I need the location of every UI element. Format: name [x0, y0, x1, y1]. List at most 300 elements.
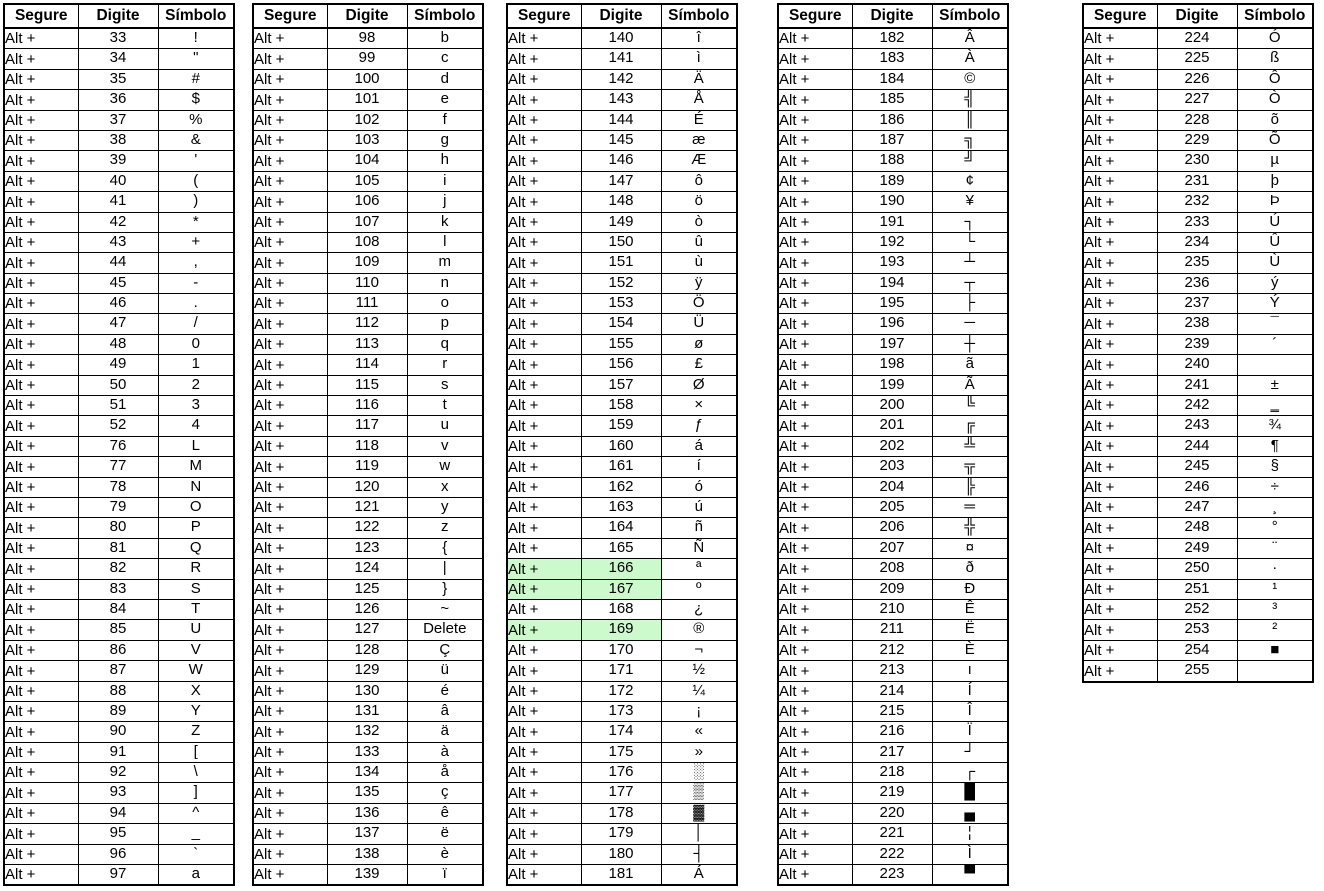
table-row — [507, 273, 737, 293]
table-row — [507, 28, 737, 49]
cell-symbol: Ö — [661, 294, 737, 314]
table-row — [4, 28, 234, 49]
cell-code: 196 — [852, 314, 932, 334]
cell-press: Alt + — [507, 28, 581, 49]
cell-press: Alt + — [778, 253, 852, 273]
table-row — [253, 171, 483, 191]
cell-press: Alt + — [253, 457, 327, 477]
cell-code: 97 — [78, 865, 158, 886]
cell-symbol: ░ — [661, 763, 737, 783]
cell-code: 38 — [78, 130, 158, 150]
cell-press: Alt + — [507, 701, 581, 721]
header-symbol: Símbolo — [661, 4, 737, 28]
cell-symbol: Ü — [661, 314, 737, 334]
cell-press: Alt + — [4, 701, 78, 721]
cell-code: 163 — [581, 497, 661, 517]
cell-press: Alt + — [253, 497, 327, 517]
cell-symbol: ´ — [1237, 334, 1313, 354]
table-row — [1083, 559, 1313, 579]
cell-press: Alt + — [778, 49, 852, 69]
cell-symbol: ê — [407, 803, 483, 823]
cell-press: Alt + — [4, 824, 78, 844]
cell-press: Alt + — [253, 375, 327, 395]
cell-symbol: $ — [158, 90, 234, 110]
cell-press: Alt + — [507, 171, 581, 191]
cell-press: Alt + — [778, 396, 852, 416]
cell-code: 102 — [327, 110, 407, 130]
cell-press: Alt + — [4, 763, 78, 783]
cell-code: 125 — [327, 579, 407, 599]
cell-symbol: R — [158, 559, 234, 579]
table-row — [1083, 69, 1313, 89]
cell-code: 207 — [852, 538, 932, 558]
cell-press: Alt + — [507, 763, 581, 783]
cell-press: Alt + — [778, 314, 852, 334]
cell-press: Alt + — [253, 436, 327, 456]
cell-symbol: Ã — [932, 375, 1008, 395]
cell-code: 150 — [581, 232, 661, 252]
cell-press: Alt + — [778, 334, 852, 354]
cell-symbol: Á — [661, 865, 737, 886]
table-row — [253, 273, 483, 293]
cell-press: Alt + — [253, 763, 327, 783]
cell-press: Alt + — [1083, 620, 1157, 640]
table-row — [253, 599, 483, 619]
cell-press: Alt + — [253, 396, 327, 416]
cell-code: 205 — [852, 497, 932, 517]
cell-symbol: ð — [932, 559, 1008, 579]
cell-code: 143 — [581, 90, 661, 110]
cell-symbol: ( — [158, 171, 234, 191]
cell-symbol: Ó — [1237, 28, 1313, 49]
cell-symbol: } — [407, 579, 483, 599]
cell-code: 34 — [78, 49, 158, 69]
cell-press: Alt + — [778, 294, 852, 314]
table-row — [253, 783, 483, 803]
table-row — [4, 640, 234, 660]
cell-symbol: · — [1237, 559, 1313, 579]
header-row — [778, 4, 1008, 28]
table-row — [1083, 661, 1313, 682]
cell-code: 168 — [581, 599, 661, 619]
cell-press: Alt + — [507, 681, 581, 701]
table-row — [4, 742, 234, 762]
cell-press: Alt + — [507, 396, 581, 416]
cell-symbol: ~ — [407, 599, 483, 619]
cell-press: Alt + — [1083, 151, 1157, 171]
cell-code: 52 — [78, 416, 158, 436]
cell-symbol: ─ — [932, 314, 1008, 334]
cell-symbol: ┘ — [932, 742, 1008, 762]
cell-symbol: « — [661, 722, 737, 742]
cell-code: 181 — [581, 865, 661, 886]
table-row — [4, 579, 234, 599]
table-row — [1083, 294, 1313, 314]
cell-code: 245 — [1157, 457, 1237, 477]
cell-code: 232 — [1157, 192, 1237, 212]
cell-code: 140 — [581, 28, 661, 49]
cell-code: 194 — [852, 273, 932, 293]
table-row — [4, 844, 234, 864]
cell-code: 138 — [327, 844, 407, 864]
table-row — [507, 396, 737, 416]
cell-press: Alt + — [4, 253, 78, 273]
cell-symbol: ■ — [1237, 640, 1313, 660]
cell-code: 149 — [581, 212, 661, 232]
cell-code: 81 — [78, 538, 158, 558]
cell-code: 124 — [327, 559, 407, 579]
cell-symbol: µ — [1237, 151, 1313, 171]
table-row — [507, 416, 737, 436]
table-row — [507, 803, 737, 823]
cell-press: Alt + — [778, 192, 852, 212]
cell-symbol: ' — [158, 151, 234, 171]
cell-symbol: h — [407, 151, 483, 171]
table-row — [778, 579, 1008, 599]
cell-press: Alt + — [1083, 518, 1157, 538]
table-row — [1083, 599, 1313, 619]
cell-code: 162 — [581, 477, 661, 497]
cell-code: 39 — [78, 151, 158, 171]
cell-code: 158 — [581, 396, 661, 416]
cell-code: 83 — [78, 579, 158, 599]
table-row — [253, 803, 483, 823]
table-row — [253, 90, 483, 110]
alt-code-table-2 — [252, 3, 484, 886]
table-row — [253, 865, 483, 886]
table-row — [4, 192, 234, 212]
cell-press: Alt + — [4, 192, 78, 212]
cell-symbol: f — [407, 110, 483, 130]
cell-symbol: é — [407, 681, 483, 701]
cell-press: Alt + — [253, 783, 327, 803]
cell-code: 156 — [581, 355, 661, 375]
cell-press: Alt + — [253, 294, 327, 314]
table-row — [4, 130, 234, 150]
cell-symbol: │ — [661, 824, 737, 844]
cell-code: 208 — [852, 559, 932, 579]
cell-press: Alt + — [253, 232, 327, 252]
cell-code: 198 — [852, 355, 932, 375]
cell-symbol: Í — [932, 681, 1008, 701]
cell-code: 37 — [78, 110, 158, 130]
table-row — [4, 599, 234, 619]
cell-press: Alt + — [507, 518, 581, 538]
table-row — [507, 90, 737, 110]
cell-press: Alt + — [253, 722, 327, 742]
cell-symbol: ì — [661, 49, 737, 69]
cell-code: 51 — [78, 396, 158, 416]
cell-symbol: ñ — [661, 518, 737, 538]
cell-code: 184 — [852, 69, 932, 89]
cell-code: 79 — [78, 497, 158, 517]
cell-symbol: ÿ — [661, 273, 737, 293]
cell-symbol: x — [407, 477, 483, 497]
cell-symbol: ‗ — [1237, 396, 1313, 416]
cell-press: Alt + — [507, 49, 581, 69]
cell-symbol: å — [407, 763, 483, 783]
table-row — [778, 538, 1008, 558]
cell-press: Alt + — [4, 294, 78, 314]
cell-code: 112 — [327, 314, 407, 334]
header-code: Digite — [327, 4, 407, 28]
cell-code: 246 — [1157, 477, 1237, 497]
table-row — [4, 375, 234, 395]
cell-code: 84 — [78, 599, 158, 619]
cell-code: 177 — [581, 783, 661, 803]
cell-symbol: X — [158, 681, 234, 701]
cell-code: 92 — [78, 763, 158, 783]
cell-symbol: ¬ — [661, 640, 737, 660]
table-row — [778, 763, 1008, 783]
cell-code: 49 — [78, 355, 158, 375]
cell-symbol: ¦ — [932, 824, 1008, 844]
cell-code: 227 — [1157, 90, 1237, 110]
cell-press: Alt + — [778, 559, 852, 579]
cell-press: Alt + — [507, 844, 581, 864]
cell-symbol: V — [158, 640, 234, 660]
table-row — [778, 90, 1008, 110]
cell-press: Alt + — [507, 620, 581, 640]
cell-symbol: ½ — [661, 661, 737, 681]
cell-code: 135 — [327, 783, 407, 803]
table-row — [4, 497, 234, 517]
cell-symbol: á — [661, 436, 737, 456]
cell-press: Alt + — [507, 192, 581, 212]
cell-symbol: Û — [1237, 232, 1313, 252]
table-row — [253, 436, 483, 456]
cell-press: Alt + — [507, 294, 581, 314]
cell-press: Alt + — [1083, 253, 1157, 273]
cell-code: 77 — [78, 457, 158, 477]
table-row — [507, 599, 737, 619]
cell-symbol: P — [158, 518, 234, 538]
cell-code: 238 — [1157, 314, 1237, 334]
table-row — [4, 681, 234, 701]
cell-symbol: ╔ — [932, 416, 1008, 436]
cell-press: Alt + — [1083, 212, 1157, 232]
cell-symbol: Ë — [932, 620, 1008, 640]
cell-symbol: Ù — [1237, 253, 1313, 273]
table-row — [778, 661, 1008, 681]
cell-symbol: § — [1237, 457, 1313, 477]
table-row — [778, 599, 1008, 619]
table-row — [507, 844, 737, 864]
cell-symbol: ┤ — [661, 844, 737, 864]
cell-press: Alt + — [778, 232, 852, 252]
cell-press: Alt + — [1083, 192, 1157, 212]
table-row — [1083, 171, 1313, 191]
cell-symbol: ╦ — [932, 457, 1008, 477]
cell-code: 209 — [852, 579, 932, 599]
cell-press: Alt + — [778, 151, 852, 171]
cell-press: Alt + — [253, 69, 327, 89]
table-row — [1083, 620, 1313, 640]
cell-symbol: ▀ — [932, 865, 1008, 886]
cell-symbol: ± — [1237, 375, 1313, 395]
cell-press: Alt + — [507, 579, 581, 599]
cell-symbol: í — [661, 457, 737, 477]
cell-code: 243 — [1157, 416, 1237, 436]
cell-symbol: j — [407, 192, 483, 212]
cell-code: 113 — [327, 334, 407, 354]
table-row — [4, 416, 234, 436]
cell-code: 137 — [327, 824, 407, 844]
cell-code: 120 — [327, 477, 407, 497]
table-row — [1083, 232, 1313, 252]
cell-code: 103 — [327, 130, 407, 150]
cell-press: Alt + — [778, 28, 852, 49]
cell-symbol: S — [158, 579, 234, 599]
cell-press: Alt + — [1083, 396, 1157, 416]
header-code: Digite — [1157, 4, 1237, 28]
cell-code: 119 — [327, 457, 407, 477]
cell-press: Alt + — [778, 865, 852, 886]
cell-code: 142 — [581, 69, 661, 89]
cell-symbol: £ — [661, 355, 737, 375]
cell-symbol: d — [407, 69, 483, 89]
cell-symbol: L — [158, 436, 234, 456]
table-row — [778, 334, 1008, 354]
cell-code: 237 — [1157, 294, 1237, 314]
cell-press: Alt + — [253, 803, 327, 823]
cell-symbol: Ð — [932, 579, 1008, 599]
cell-code: 87 — [78, 661, 158, 681]
table-row — [253, 538, 483, 558]
cell-code: 217 — [852, 742, 932, 762]
cell-code: 216 — [852, 722, 932, 742]
cell-press: Alt + — [4, 681, 78, 701]
cell-press: Alt + — [4, 518, 78, 538]
cell-symbol: ù — [661, 253, 737, 273]
header-code: Digite — [852, 4, 932, 28]
cell-press: Alt + — [1083, 171, 1157, 191]
cell-press: Alt + — [507, 355, 581, 375]
table-row — [4, 518, 234, 538]
cell-code: 214 — [852, 681, 932, 701]
table-row — [778, 497, 1008, 517]
cell-code: 244 — [1157, 436, 1237, 456]
table-row — [4, 436, 234, 456]
cell-symbol: q — [407, 334, 483, 354]
table-row — [778, 803, 1008, 823]
cell-code: 126 — [327, 599, 407, 619]
cell-symbol: ° — [1237, 518, 1313, 538]
cell-press: Alt + — [253, 416, 327, 436]
cell-code: 94 — [78, 803, 158, 823]
table-row — [4, 273, 234, 293]
table-row — [1083, 457, 1313, 477]
cell-press: Alt + — [4, 396, 78, 416]
table-row — [778, 130, 1008, 150]
cell-code: 134 — [327, 763, 407, 783]
table-row — [507, 701, 737, 721]
table-row — [253, 110, 483, 130]
cell-code: 130 — [327, 681, 407, 701]
table-row — [778, 151, 1008, 171]
cell-symbol: u — [407, 416, 483, 436]
cell-symbol: Ä — [661, 69, 737, 89]
table-row — [507, 681, 737, 701]
cell-symbol: 0 — [158, 334, 234, 354]
alt-code-table-3 — [506, 3, 738, 886]
table-row — [253, 49, 483, 69]
cell-code: 183 — [852, 49, 932, 69]
cell-symbol: î — [661, 28, 737, 49]
cell-code: 46 — [78, 294, 158, 314]
cell-code: 93 — [78, 783, 158, 803]
cell-symbol: ¥ — [932, 192, 1008, 212]
cell-press: Alt + — [778, 171, 852, 191]
cell-symbol: | — [407, 559, 483, 579]
cell-press: Alt + — [778, 436, 852, 456]
cell-code: 42 — [78, 212, 158, 232]
cell-code: 47 — [78, 314, 158, 334]
cell-symbol: Ò — [1237, 90, 1313, 110]
cell-symbol: Â — [932, 28, 1008, 49]
cell-symbol: z — [407, 518, 483, 538]
cell-symbol: N — [158, 477, 234, 497]
cell-press: Alt + — [4, 90, 78, 110]
cell-press: Alt + — [253, 599, 327, 619]
cell-symbol: ¿ — [661, 599, 737, 619]
cell-code: 116 — [327, 396, 407, 416]
table-row — [778, 824, 1008, 844]
cell-symbol: Þ — [1237, 192, 1313, 212]
cell-symbol: æ — [661, 130, 737, 150]
cell-code: 169 — [581, 620, 661, 640]
cell-code: 197 — [852, 334, 932, 354]
cell-press: Alt + — [4, 232, 78, 252]
cell-press: Alt + — [778, 90, 852, 110]
cell-symbol: ® — [661, 620, 737, 640]
cell-symbol: 2 — [158, 375, 234, 395]
cell-code: 240 — [1157, 355, 1237, 375]
cell-symbol: Ô — [1237, 69, 1313, 89]
cell-symbol: g — [407, 130, 483, 150]
cell-symbol: õ — [1237, 110, 1313, 130]
cell-press: Alt + — [1083, 416, 1157, 436]
cell-code: 248 — [1157, 518, 1237, 538]
cell-press: Alt + — [1083, 232, 1157, 252]
cell-code: 233 — [1157, 212, 1237, 232]
cell-symbol: ø — [661, 334, 737, 354]
cell-symbol: y — [407, 497, 483, 517]
cell-symbol: É — [661, 110, 737, 130]
table-row — [4, 538, 234, 558]
cell-press: Alt + — [507, 151, 581, 171]
table-body — [4, 28, 234, 885]
cell-code: 206 — [852, 518, 932, 538]
table-row — [253, 742, 483, 762]
cell-code: 220 — [852, 803, 932, 823]
cell-symbol: 4 — [158, 416, 234, 436]
table-row — [253, 355, 483, 375]
cell-symbol: l — [407, 232, 483, 252]
cell-code: 249 — [1157, 538, 1237, 558]
cell-code: 157 — [581, 375, 661, 395]
cell-code: 189 — [852, 171, 932, 191]
cell-code: 182 — [852, 28, 932, 49]
cell-code: 234 — [1157, 232, 1237, 252]
cell-code: 144 — [581, 110, 661, 130]
table-body — [778, 28, 1008, 885]
cell-press: Alt + — [507, 661, 581, 681]
cell-press: Alt + — [253, 355, 327, 375]
table-row — [507, 69, 737, 89]
cell-press: Alt + — [1083, 538, 1157, 558]
cell-press: Alt + — [4, 49, 78, 69]
